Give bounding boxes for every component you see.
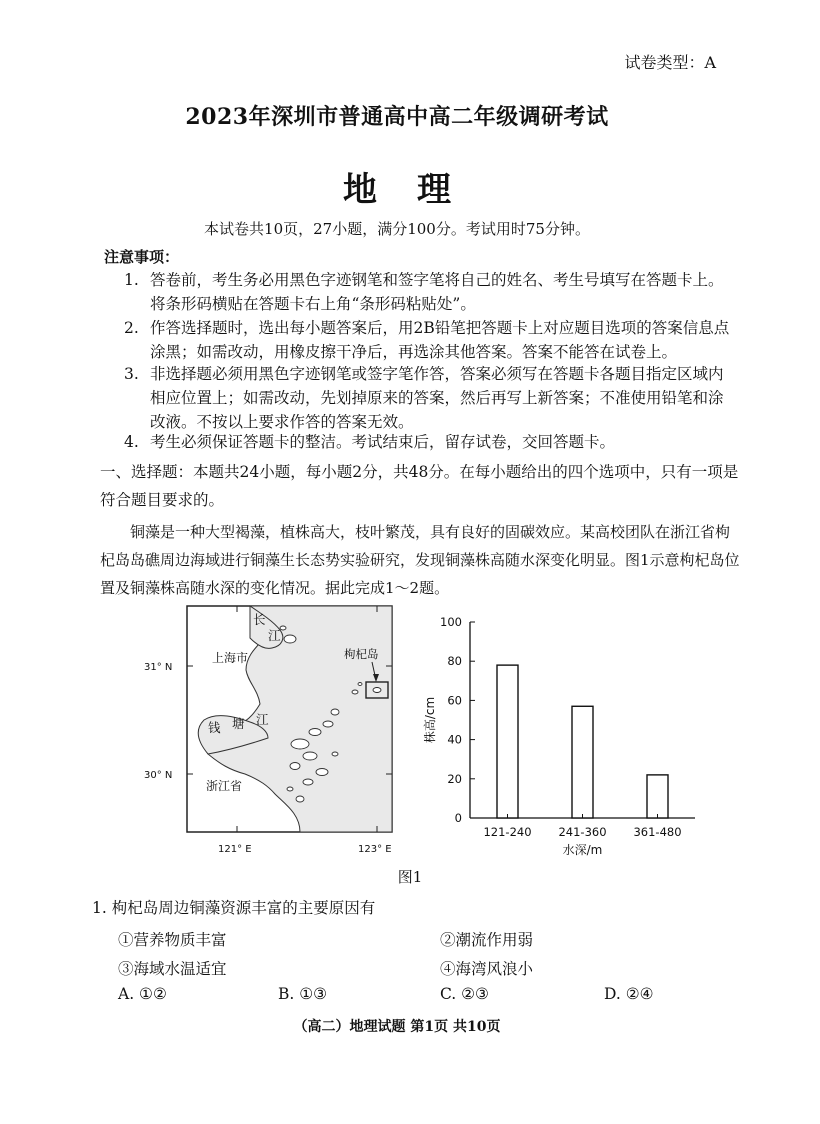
x-tick-label: 121-240 [483,825,532,839]
notice-item-text: 非选择题必须用黑色字迹钢笔或签字笔作答，答案必须写在答题卡各题目指定区域内相应位置上；如需改动，先划掉原来的答案，然后再写上新答案；不准使用铅笔和涂改液。不按以上要求作答的答案无效。 [150,365,724,431]
qiantang-label-2: 塘 [232,716,245,731]
notice-item-text: 考生必须保证答题卡的整洁。考试结束后，留存试卷，交回答题卡。 [150,433,616,451]
notice-item-number: 4. [124,433,139,451]
qiantang-label-3: 江 [256,712,269,727]
x-axis-label: 水深/m [562,843,603,857]
gouqi-island [373,688,381,693]
notice-item [124,316,736,364]
y-tick-label: 20 [447,771,462,786]
statement-3: ③海域水温适宜 [118,960,227,978]
notice-item [124,268,736,316]
y-axis-label: 株高/cm [423,696,437,744]
notice-item [124,362,736,434]
exam-info: 本试卷共10页，27小题，满分100分。考试用时75分钟。 [204,220,590,238]
x-tick-label: 241-360 [558,825,607,839]
y-tick-label: 100 [440,615,462,629]
y-tick-label: 80 [447,654,462,669]
qiantang-label-1: 钱 [208,720,221,735]
notice-item-text: 答卷前，考生务必用黑色字迹钢笔和签字笔将自己的姓名、考生号填写在答题卡上。将条形码横贴在答题卡右上角“条形码粘贴处”。 [150,271,724,313]
bar [647,775,668,818]
changjiang-label-2: 江 [268,628,281,643]
passage-text: 铜藻是一种大型褐藻，植株高大，枝叶繁茂，具有良好的固碳效应。某高校团队在浙江省枸杞岛岛礁周边海域进行铜藻生长态势实验研究，发现铜藻株高随水深变化明显。图1示意枸杞岛位置及铜藻株高随水深的变化情况。据此完成1～2题。 [100,523,740,597]
notice-item [124,430,736,454]
y-tick-label: 60 [447,693,462,708]
exam-title: 2023年深圳市普通高中高二年级调研考试 [185,104,609,130]
lon-label-123e: 123° E [358,844,392,855]
lat-label-31n: 31° N [144,662,173,673]
subject-title: 地理 [343,170,491,210]
x-tick-label: 361-480 [633,825,682,839]
y-tick-label: 0 [454,811,462,825]
paper-type: 试卷类型：A [624,53,716,72]
changjiang-label-1: 长 [253,612,266,627]
bar [497,665,518,818]
plant-height-bar-chart [420,612,710,862]
notice-item-number: 2. [124,319,139,337]
zhejiang-label: 浙江省 [206,779,243,793]
choice-a[interactable]: A. ①② [118,985,167,1003]
statement-4: ④海湾风浪小 [440,960,534,978]
location-map [144,604,415,866]
bar [572,706,593,818]
statement-1: ①营养物质丰富 [118,931,227,949]
choice-c[interactable]: C. ②③ [440,985,489,1003]
notice-item-number: 1. [124,271,139,289]
statement-2: ②潮流作用弱 [440,931,534,949]
figure-label: 图1 [397,868,423,886]
notice-item-text: 作答选择题时，选出每小题答案后，用2B铅笔把答题卡上对应题目选项的答案信息点涂黑；如需改动，用橡皮擦干净后，再选涂其他答案。答案不能答在试卷上。 [150,319,730,361]
gouqi-label: 枸杞岛 [344,647,379,661]
notice-item-number: 3. [124,365,139,383]
lon-label-121e: 121° E [218,844,252,855]
choice-b[interactable]: B. ①③ [278,985,328,1003]
y-tick-label: 40 [447,732,462,747]
choice-d[interactable]: D. ②④ [604,985,654,1003]
section-heading: 一、选择题：本题共24小题，每小题2分，共48分。在每小题给出的四个选项中，只有一项是符合题目要求的。 [100,463,739,509]
notice-heading: 注意事项： [104,248,180,266]
lat-label-30n: 30° N [144,770,173,781]
shanghai-label: 上海市 [212,651,249,665]
page-footer: （高二）地理试题 第1页 共10页 [293,1019,501,1035]
question-stem: 1. 枸杞岛周边铜藻资源丰富的主要原因有 [92,899,376,917]
